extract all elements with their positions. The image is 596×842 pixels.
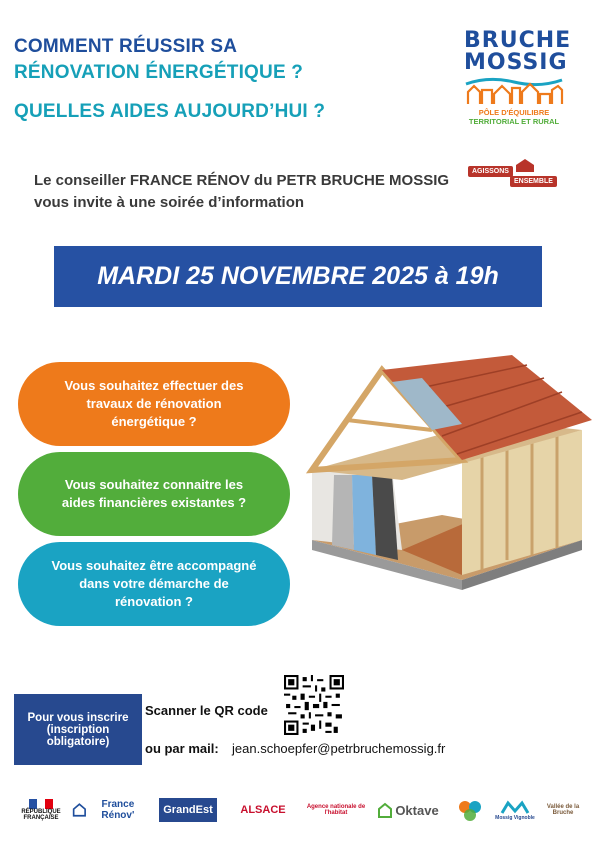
republique-francaise-logo bbox=[14, 790, 68, 830]
grand-est-text: GrandEst bbox=[159, 798, 217, 822]
bruche-text: Vallée de la Bruche bbox=[546, 804, 580, 816]
mossig-vignoble-logo bbox=[494, 790, 536, 830]
colorful-emblem-icon bbox=[455, 795, 485, 825]
question-bubble-works bbox=[18, 362, 290, 446]
france-renov-text: France Rénov' bbox=[101, 799, 135, 821]
title-line-2: RÉNOVATION ÉNERGÉTIQUE ? bbox=[14, 62, 304, 83]
question-bubble-aids bbox=[18, 452, 290, 536]
oktave-house-icon bbox=[377, 802, 393, 818]
title-line-3: QUELLES AIDES AUJOURD’HUI ? bbox=[14, 101, 326, 122]
vallee-bruche-logo bbox=[542, 790, 584, 830]
title-line-1: COMMENT RÉUSSIR SA bbox=[14, 36, 238, 57]
anah-logo bbox=[306, 790, 366, 830]
badge-line-1: AGISSONS bbox=[468, 166, 513, 177]
anah-text: Agence nationale de l'habitat bbox=[306, 804, 366, 816]
mossig-text: Mossig Vignoble bbox=[495, 815, 535, 821]
intro-text: Le conseiller FRANCE RÉNOV du PETR BRUCHE MOSSIG vous invite à une soirée d’information bbox=[34, 172, 450, 211]
house-small-icon bbox=[514, 158, 536, 174]
registration-text: Pour vous inscrire (inscription obligatoire) bbox=[27, 711, 129, 748]
scan-qr-label: Scanner le QR code bbox=[145, 703, 268, 718]
registration-box bbox=[14, 694, 142, 765]
alsace-text: ALSACE bbox=[240, 804, 286, 816]
bruche-mossig-logo bbox=[464, 28, 572, 130]
oktave-text: Oktave bbox=[395, 802, 439, 818]
marianne-flag-icon bbox=[29, 799, 53, 809]
alsace-logo bbox=[228, 790, 298, 830]
logo-sub-2: TERRITORIAL ET RURAL bbox=[468, 117, 560, 126]
logo-word-1: BRUCHE bbox=[464, 28, 572, 53]
logo-sub-1: PÔLE D'ÉQUILIBRE bbox=[478, 108, 550, 117]
badge-line-2: ENSEMBLE bbox=[510, 176, 557, 187]
oktave-logo bbox=[372, 790, 444, 830]
event-date-banner: MARDI 25 NOVEMBRE 2025 à 19h bbox=[54, 246, 542, 307]
question-text: Vous souhaitez être accompagné dans votre démarche de rénovation ? bbox=[51, 558, 257, 609]
question-text: Vous souhaitez connaitre les aides financières existantes ? bbox=[61, 477, 247, 510]
question-text: Vous souhaitez effectuer des travaux de rénovation énergétique ? bbox=[64, 378, 244, 429]
house-outline-icon bbox=[72, 802, 87, 818]
agissons-ensemble-badge bbox=[468, 158, 558, 192]
contact-email-link[interactable]: jean.schoepfer@petrbruchemossig.fr bbox=[232, 741, 446, 756]
grand-est-logo bbox=[156, 790, 220, 830]
house-cutaway-illustration bbox=[292, 350, 592, 590]
mossig-wave-icon bbox=[500, 799, 530, 815]
qr-code[interactable] bbox=[284, 675, 344, 735]
question-bubble-support bbox=[18, 542, 290, 626]
mail-label: ou par mail: bbox=[145, 741, 219, 756]
republique-text: RÉPUBLIQUE FRANÇAISE bbox=[21, 809, 61, 821]
colorful-partner-logo bbox=[452, 790, 488, 830]
village-icon bbox=[464, 74, 564, 108]
france-renov-logo bbox=[72, 790, 146, 830]
logo-word-2: MOSSIG bbox=[464, 50, 568, 75]
